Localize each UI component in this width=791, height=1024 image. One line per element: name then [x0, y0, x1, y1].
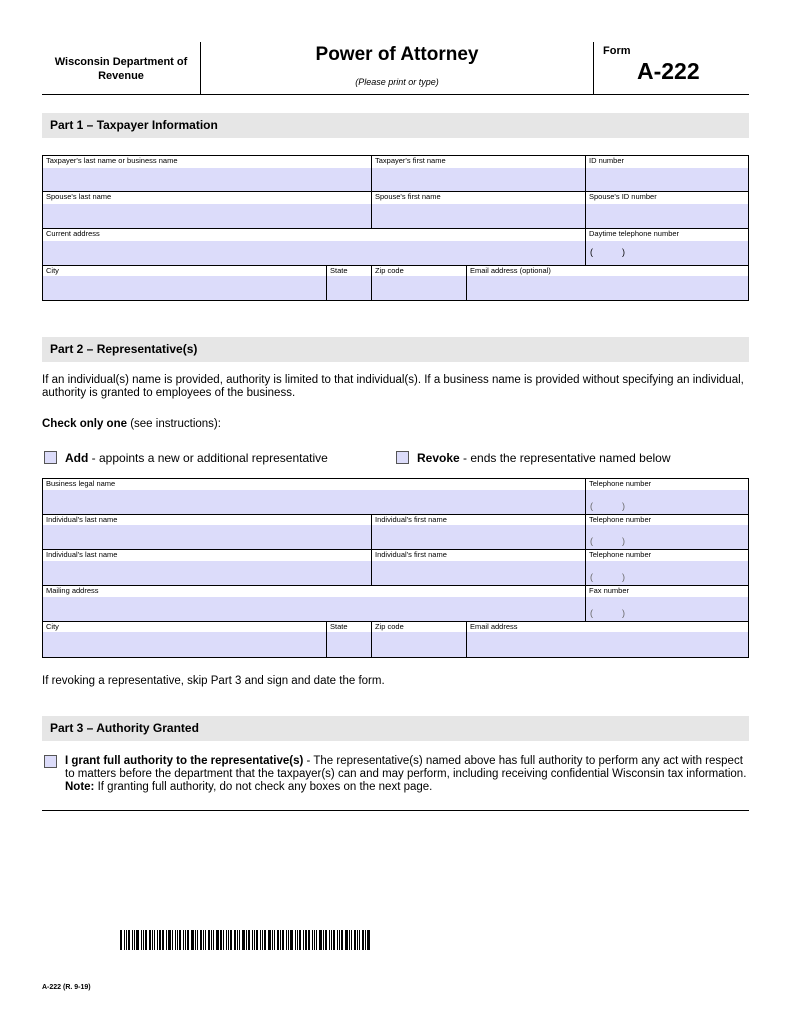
- barcode-bar: [230, 930, 232, 950]
- city-field[interactable]: [42, 265, 327, 301]
- barcode-bar: [337, 930, 338, 950]
- revoke-rest: - ends the representative named below: [459, 451, 671, 465]
- individual-last-name-field-2[interactable]: [42, 549, 372, 586]
- barcode-bar: [228, 930, 229, 950]
- barcode-bar: [345, 930, 348, 950]
- add-checkbox[interactable]: [44, 451, 57, 464]
- field-label: Individual's first name: [375, 550, 447, 559]
- barcode-bar: [286, 930, 287, 950]
- grant-rest: - The representative(s) named above has full authority to perform any act with respect to matters before the department that the taxpayer(s) can and may perform, including receiving confidential Wisconsin tax information.: [65, 755, 747, 780]
- area-code-close-paren: ): [622, 501, 625, 511]
- barcode-bar: [166, 930, 167, 950]
- note-bold: Note:: [65, 781, 95, 793]
- field-label: Spouse's ID number: [589, 192, 657, 201]
- barcode-bar: [195, 930, 196, 950]
- barcode-bar: [149, 930, 151, 950]
- barcode-bar: [143, 930, 144, 950]
- add-option-label: [65, 451, 328, 465]
- barcode-bar: [362, 930, 364, 950]
- barcode-bar: [295, 930, 296, 950]
- barcode-bar: [211, 930, 212, 950]
- barcode-bar: [312, 930, 313, 950]
- barcode-bar: [325, 930, 327, 950]
- barcode-bar: [299, 930, 301, 950]
- field-label: Telephone number: [589, 479, 652, 488]
- part3-title: Part 3 – Authority Granted: [42, 716, 749, 741]
- form-number: A-222: [637, 58, 700, 84]
- barcode-bar: [145, 930, 147, 950]
- id-number-field[interactable]: [585, 155, 749, 192]
- form-revision: A-222 (R. 9-19): [42, 984, 91, 991]
- field-label: Individual's last name: [46, 515, 118, 524]
- field-label: Taxpayer's first name: [375, 156, 446, 165]
- part1-title: Part 1 – Taxpayer Information: [42, 113, 749, 138]
- barcode-bar: [124, 930, 125, 950]
- field-label: Telephone number: [589, 550, 652, 559]
- barcode-bar: [365, 930, 366, 950]
- header-bottom-rule: [42, 94, 749, 95]
- barcode-bar: [168, 930, 171, 950]
- barcode-bar: [248, 930, 250, 950]
- barcode-bar: [274, 930, 275, 950]
- add-rest: - appoints a new or additional representative: [88, 451, 328, 465]
- field-label: State: [330, 622, 348, 631]
- revoke-bold: Revoke: [417, 451, 460, 465]
- spouse-first-name-field[interactable]: [371, 191, 586, 229]
- area-code-close-paren: ): [622, 608, 625, 618]
- barcode-bar: [329, 930, 330, 950]
- barcode-bar: [256, 930, 258, 950]
- barcode-bar: [288, 930, 289, 950]
- field-label: Business legal name: [46, 479, 116, 488]
- field-label: ID number: [589, 156, 625, 165]
- barcode-bar: [277, 930, 279, 950]
- barcode: [120, 930, 372, 950]
- field-label: Zip code: [375, 266, 404, 275]
- barcode-bar: [141, 930, 142, 950]
- individual-last-name-field-1[interactable]: [42, 514, 372, 550]
- barcode-bar: [357, 930, 358, 950]
- barcode-bar: [254, 930, 255, 950]
- barcode-bar: [226, 930, 227, 950]
- full-authority-checkbox[interactable]: [44, 755, 57, 768]
- area-code-open-paren: (: [590, 247, 593, 257]
- barcode-bar: [282, 930, 284, 950]
- barcode-bar: [234, 930, 236, 950]
- barcode-bar: [205, 930, 206, 950]
- field-label: Individual's first name: [375, 515, 447, 524]
- barcode-bar: [172, 930, 173, 950]
- part2-title: Part 2 – Representative(s): [42, 337, 749, 362]
- individual-phone-field-1[interactable]: [585, 514, 749, 550]
- check-only-rest: (see instructions):: [127, 418, 221, 430]
- barcode-bar: [152, 930, 153, 950]
- part2-intro: If an individual(s) name is provided, authority is limited to that individual(s). If a business name is provided without specifying an individual, authority is granted to employees of the business.: [42, 374, 744, 399]
- barcode-bar: [220, 930, 222, 950]
- barcode-bar: [216, 930, 219, 950]
- state-field[interactable]: [326, 265, 372, 301]
- revoke-checkbox[interactable]: [396, 451, 409, 464]
- barcode-bar: [359, 930, 360, 950]
- department-name: Wisconsin Department of Revenue: [54, 56, 188, 82]
- rep-city-field[interactable]: [42, 621, 327, 658]
- fax-number-field[interactable]: [585, 585, 749, 622]
- email-field[interactable]: [466, 265, 749, 301]
- barcode-bar: [136, 930, 139, 950]
- taxpayer-first-name-field[interactable]: [371, 155, 586, 192]
- barcode-bar: [237, 930, 238, 950]
- barcode-bar: [128, 930, 130, 950]
- area-code-open-paren: (: [590, 572, 593, 582]
- field-label: Taxpayer's last name or business name: [46, 156, 178, 165]
- barcode-bar: [272, 930, 273, 950]
- barcode-bar: [303, 930, 304, 950]
- daytime-phone-field[interactable]: [585, 228, 749, 266]
- field-label: City: [46, 266, 59, 275]
- field-label: Mailing address: [46, 586, 99, 595]
- header-divider-left: [200, 42, 201, 94]
- field-label: Email address: [470, 622, 518, 631]
- barcode-bar: [351, 930, 352, 950]
- barcode-bar: [354, 930, 356, 950]
- business-legal-name-field[interactable]: [42, 478, 586, 515]
- barcode-bar: [339, 930, 340, 950]
- barcode-bar: [154, 930, 155, 950]
- field-label: Spouse's first name: [375, 192, 441, 201]
- barcode-bar: [260, 930, 261, 950]
- add-bold: Add: [65, 451, 89, 465]
- barcode-bar: [200, 930, 202, 950]
- barcode-bar: [223, 930, 224, 950]
- spouse-id-field[interactable]: [585, 191, 749, 229]
- barcode-bar: [333, 930, 335, 950]
- spouse-last-name-field[interactable]: [42, 191, 372, 229]
- barcode-bar: [191, 930, 194, 950]
- barcode-bar: [305, 930, 307, 950]
- mailing-address-field[interactable]: [42, 585, 586, 622]
- barcode-bar: [341, 930, 343, 950]
- barcode-bar: [280, 930, 281, 950]
- check-only-bold: Check only one: [42, 418, 127, 430]
- business-phone-field[interactable]: [585, 478, 749, 515]
- form-title: Power of Attorney: [315, 44, 479, 65]
- barcode-bar: [187, 930, 189, 950]
- area-code-close-paren: ): [622, 536, 625, 546]
- barcode-bar: [134, 930, 135, 950]
- barcode-bar: [159, 930, 161, 950]
- revoke-option-label: [417, 451, 671, 465]
- individual-phone-field-2[interactable]: [585, 549, 749, 586]
- header-divider-right: [593, 42, 594, 94]
- field-label: Email address (optional): [470, 266, 551, 275]
- full-authority-text: [65, 755, 751, 794]
- barcode-bar: [290, 930, 293, 950]
- area-code-open-paren: (: [590, 536, 593, 546]
- barcode-bar: [197, 930, 198, 950]
- barcode-bar: [262, 930, 263, 950]
- field-label: Telephone number: [589, 515, 652, 524]
- field-label: Spouse's last name: [46, 192, 112, 201]
- individual-first-name-field-2[interactable]: [371, 549, 586, 586]
- area-code-close-paren: ): [622, 247, 625, 257]
- check-only-one: [42, 418, 752, 431]
- rep-zip-code-field[interactable]: [371, 621, 467, 658]
- form-subtitle: (Please print or type): [355, 77, 439, 87]
- barcode-bar: [323, 930, 324, 950]
- barcode-bar: [208, 930, 210, 950]
- barcode-bar: [177, 930, 178, 950]
- barcode-bar: [319, 930, 322, 950]
- barcode-bar: [120, 930, 122, 950]
- barcode-bar: [314, 930, 315, 950]
- grant-bold: I grant full authority to the representative(s): [65, 755, 304, 767]
- barcode-bar: [213, 930, 214, 950]
- barcode-bar: [268, 930, 271, 950]
- barcode-bar: [297, 930, 298, 950]
- field-label: Current address: [46, 229, 100, 238]
- barcode-bar: [185, 930, 186, 950]
- barcode-bar: [264, 930, 266, 950]
- barcode-bar: [132, 930, 133, 950]
- part3-bottom-rule: [42, 810, 749, 811]
- form-label: Form: [603, 45, 631, 57]
- barcode-bar: [126, 930, 127, 950]
- field-label: Individual's last name: [46, 550, 118, 559]
- barcode-bar: [367, 930, 370, 950]
- rep-email-field[interactable]: [466, 621, 749, 658]
- field-label: Zip code: [375, 622, 404, 631]
- barcode-bar: [331, 930, 332, 950]
- barcode-bar: [252, 930, 253, 950]
- barcode-bar: [349, 930, 350, 950]
- field-label: City: [46, 622, 59, 631]
- revoke-note: If revoking a representative, skip Part 3 and sign and date the form.: [42, 675, 385, 687]
- barcode-bar: [308, 930, 310, 950]
- current-address-field[interactable]: [42, 228, 586, 266]
- barcode-bar: [162, 930, 164, 950]
- barcode-bar: [246, 930, 247, 950]
- individual-first-name-field-1[interactable]: [371, 514, 586, 550]
- barcode-bar: [179, 930, 181, 950]
- taxpayer-last-name-field[interactable]: [42, 155, 372, 192]
- field-label: State: [330, 266, 348, 275]
- field-label: Daytime telephone number: [589, 229, 680, 238]
- barcode-bar: [239, 930, 240, 950]
- note-rest: If granting full authority, do not check any boxes on the next page.: [94, 781, 433, 793]
- area-code-close-paren: ): [622, 572, 625, 582]
- barcode-bar: [175, 930, 176, 950]
- area-code-open-paren: (: [590, 608, 593, 618]
- barcode-bar: [183, 930, 184, 950]
- area-code-open-paren: (: [590, 501, 593, 511]
- rep-state-field[interactable]: [326, 621, 372, 658]
- barcode-bar: [242, 930, 245, 950]
- barcode-bar: [203, 930, 204, 950]
- field-label: Fax number: [589, 586, 630, 595]
- barcode-bar: [316, 930, 317, 950]
- barcode-bar: [157, 930, 158, 950]
- zip-code-field[interactable]: [371, 265, 467, 301]
